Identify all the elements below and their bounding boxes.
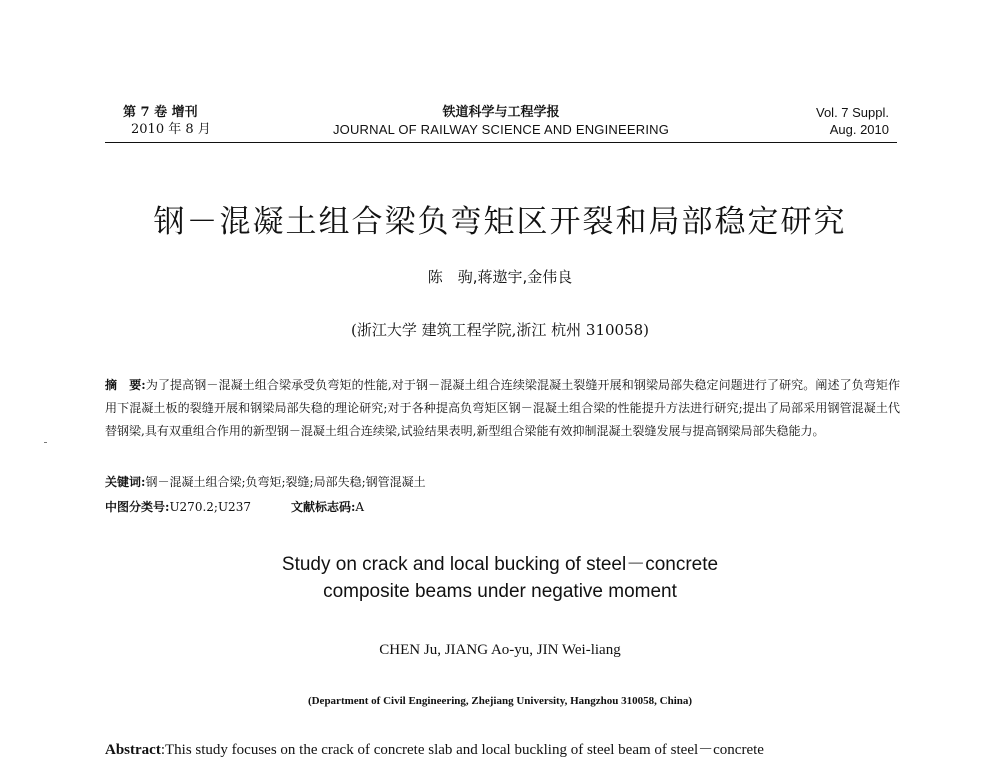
affiliation-cn: (浙江大学 建筑工程学院,浙江 杭州 310058) <box>350 321 650 339</box>
title-en <box>0 551 1000 605</box>
abstract-cn <box>105 374 900 443</box>
header-journal-cn: 铁道科学与工程学报 <box>442 105 560 120</box>
abstract-en-text: :This study focuses on the crack of concrete slab and local buckling of steel beam of steel－concrete <box>160 742 764 758</box>
clc-label: 中图分类号: <box>105 500 170 514</box>
clc-value: U270.2;U237 <box>169 500 251 514</box>
abstract-en <box>105 740 900 760</box>
keywords-cn-text: 钢－混凝土组合梁;负弯矩;裂缝;局部失稳;钢管混凝土 <box>145 475 426 489</box>
keywords-cn-label: 关键词: <box>105 475 146 489</box>
title-cn: 钢－混凝土组合梁负弯矩区开裂和局部稳定研究 <box>153 204 847 240</box>
title-en-line2: composite beams under negative moment <box>323 581 677 602</box>
header-issue-en <box>816 104 889 138</box>
header-volume-cn: 第 7 卷 增刊 <box>123 105 198 120</box>
keywords-cn <box>105 472 426 492</box>
abstract-cn-text: 为了提高钢－混凝土组合梁承受负弯矩的性能,对于钢－混凝土组合连续梁混凝土裂缝开展和钢梁局部失稳定问题进行了研究。阐述了负弯矩作用下混凝土板的裂缝开展和钢梁局部失稳的理论研究;对于各种提高负弯矩区钢－混凝土组合梁的性能提升方法进行研究;提出了局部采用钢管混凝土代替钢梁,具有双重组合作用的新型钢－混凝土组合连续梁,试验结果表明,新型组合梁能有效抑制混凝土裂缝发展与提高钢梁局部失稳能力。 <box>105 378 900 438</box>
title-en-line1: Study on crack and local bucking of steel－concrete <box>281 554 719 575</box>
header-journal <box>105 104 897 138</box>
running-header <box>105 98 897 144</box>
scan-speck <box>44 442 47 443</box>
authors-en: CHEN Ju, JIANG Ao-yu, JIN Wei-liang <box>379 642 621 658</box>
header-journal-en: JOURNAL OF RAILWAY SCIENCE AND ENGINEERING <box>332 122 670 137</box>
doc-code-value: A <box>355 500 365 514</box>
abstract-cn-label: 摘 要: <box>105 378 146 392</box>
authors-cn: 陈 驹,蒋遨宇,金伟良 <box>427 268 573 286</box>
affiliation-en: (Department of Civil Engineering, Zhejiang University, Hangzhou 310058, China) <box>307 695 693 707</box>
header-volume-en: Vol. 7 Suppl. <box>816 105 889 120</box>
classification-line <box>105 497 364 517</box>
header-rule <box>105 142 897 143</box>
abstract-en-label: Abstract <box>105 742 161 758</box>
doc-code-label: 文献标志码: <box>290 500 356 514</box>
header-date-cn: 2010 年 8 月 <box>131 122 211 137</box>
header-date-en: Aug. 2010 <box>829 122 889 137</box>
